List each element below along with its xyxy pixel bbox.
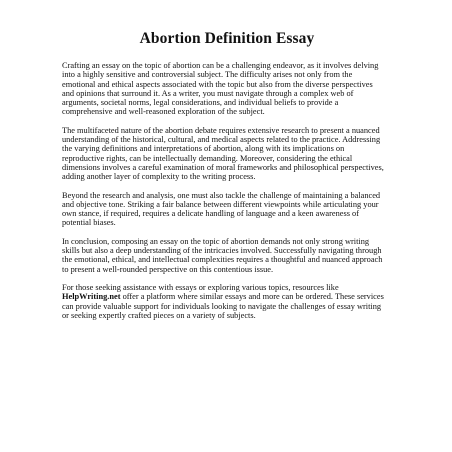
paragraph-line: into a highly sensitive and controversial subject. The difficulty arises not only from the bbox=[62, 70, 353, 80]
paragraph-line: understanding of the historical, cultural, and medical aspects related to the practice. Addressing bbox=[62, 135, 381, 145]
paragraph-line: own stance, if required, requires a delicate handling of language and a keen awareness of bbox=[62, 209, 360, 219]
paragraph-line: The multifaceted nature of the abortion debate requires extensive research to present a nuanced bbox=[62, 125, 380, 135]
paragraph-line: Crafting an essay on the topic of abortion can be a challenging endeavor, as it involves delving bbox=[62, 61, 379, 70]
paragraph-5 bbox=[62, 283, 404, 320]
helpwriting-link[interactable]: HelpWriting.net bbox=[62, 292, 121, 302]
paragraph-line: comprehensive and well-reasoned exploration of the subject. bbox=[62, 107, 265, 117]
paragraph-line: potential biases. bbox=[62, 218, 116, 228]
paragraph-line: Beyond the research and analysis, one must also tackle the challenge of maintaining a balanced bbox=[62, 190, 381, 200]
paragraph-line-rest: offer a platform where similar essays and more can be ordered. These services bbox=[120, 292, 384, 302]
paragraph-line: and objective tone. Striking a fair balance between different viewpoints while articulating your bbox=[62, 199, 379, 209]
paragraph-line: and opinions that surround it. As a writer, you must navigate through a complex web of bbox=[62, 88, 354, 98]
document-title: Abortion Definition Essay bbox=[139, 30, 315, 47]
paragraph-line: dimensions involves a careful examination of moral frameworks and philosophical perspectives, bbox=[62, 162, 384, 172]
paragraph-3 bbox=[62, 191, 404, 228]
paragraph-line: the varying definitions and interpretations of abortion, along with its implications on bbox=[62, 144, 345, 154]
paragraph-line: can provide valuable support for individuals looking to navigate the challenges of essay writing bbox=[62, 301, 382, 311]
paragraph-line: the emotional, ethical, and intellectual complexities requires a thoughtful and nuanced approach bbox=[62, 255, 383, 265]
paragraph-line: emotional and ethical aspects associated with the topic but also from the diverse perspectives bbox=[62, 79, 373, 89]
paragraph-line: or seeking expertly crafted pieces on a variety of subjects. bbox=[62, 310, 256, 320]
paragraph-4 bbox=[62, 237, 404, 274]
paragraph-line: For those seeking assistance with essays or exploring various topics, resources like bbox=[62, 282, 339, 292]
paragraph-1 bbox=[62, 61, 404, 117]
paragraph-line: adding another layer of complexity to the writing process. bbox=[62, 172, 256, 182]
paragraph-2 bbox=[62, 126, 404, 182]
paragraph-line: arguments, societal norms, legal considerations, and individual beliefs to provide a bbox=[62, 98, 339, 108]
paragraph-line: skills but also a deep understanding of the intricacies involved. Successfully navigating through bbox=[62, 246, 382, 256]
paragraph-line: In conclusion, composing an essay on the topic of abortion demands not only strong writing bbox=[62, 236, 370, 246]
paragraph-line-with-link bbox=[62, 292, 404, 301]
paragraph-line: reproductive rights, can be intellectually demanding. Moreover, considering the ethical bbox=[62, 153, 353, 163]
paragraph-line: to present a well-rounded perspective on this contentious issue. bbox=[62, 264, 274, 274]
